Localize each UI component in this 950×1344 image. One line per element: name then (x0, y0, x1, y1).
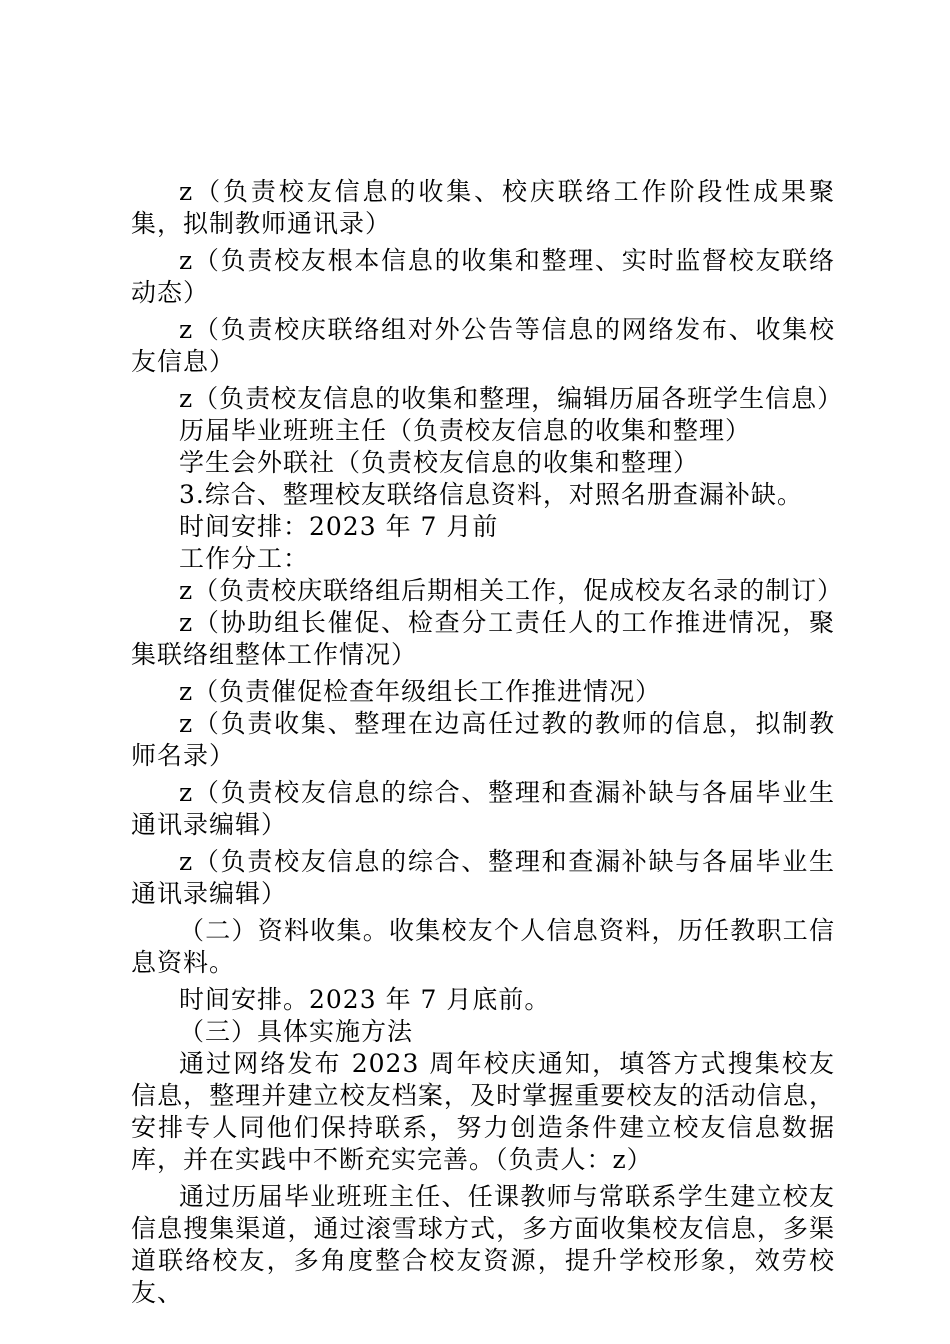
document-body (131, 176, 844, 1309)
paragraph-directory-compilation: z（负责校庆联络组后期相关工作，促成校友名录的制订） (179, 576, 844, 605)
paragraph-section-implementation: （三）具体实施方法 (179, 1017, 414, 1046)
paragraph-teacher-directory: z（负责收集、整理在边高任过教的教师的信息，拟制教师名录） (131, 709, 835, 770)
paragraph-head-teachers: 历届毕业班班主任（负责校友信息的收集和整理） (179, 416, 752, 445)
paragraph-class-info-editing: z（负责校友信息的收集和整理，编辑历届各班学生信息） (179, 384, 844, 413)
paragraph-step-3: 3.综合、整理校友联络信息资料，对照名册查漏补缺。 (179, 480, 803, 509)
paragraph-time-schedule: 时间安排：2023 年 7 月前 (179, 512, 499, 541)
paragraph-head-teacher-channel: 通过历届毕业班班主任、任课教师与常联系学生建立校友信息搜集渠道，通过滚雪球方式，多方面收集校友信息，多渠道联络校友，多角度整合校友资源，提升学校形象，效劳校友、 (131, 1182, 835, 1307)
paragraph-division-of-work: 工作分工： (179, 544, 310, 573)
paragraph-grade-leader-check: z（负责催促检查年级组长工作推进情况） (179, 677, 662, 706)
paragraph-basic-info-monitoring: z（负责校友根本信息的收集和整理、实时监督校友联络动态） (131, 246, 835, 307)
paragraph-address-book-editing-1: z（负责校友信息的综合、整理和查漏补缺与各届毕业生通讯录编辑） (131, 778, 835, 839)
paragraph-address-book-editing-2: z（负责校友信息的综合、整理和查漏补缺与各届毕业生通讯录编辑） (131, 847, 835, 908)
paragraph-network-publishing: z（负责校庆联络组对外公告等信息的网络发布、收集校友信息） (131, 315, 835, 376)
paragraph-student-union: 学生会外联社（负责校友信息的收集和整理） (179, 448, 700, 477)
paragraph-time-schedule-2: 时间安排。2023 年 7 月底前。 (179, 985, 551, 1014)
paragraph-section-data-collection: （二）资料收集。收集校友个人信息资料，历任教职工信息资料。 (131, 916, 835, 977)
paragraph-alumni-info-collection: z（负责校友信息的收集、校庆联络工作阶段性成果聚集，拟制教师通讯录） (131, 177, 835, 238)
paragraph-assist-leader: z（协助组长催促、检查分工责任人的工作推进情况，聚集联络组整体工作情况） (131, 608, 835, 669)
paragraph-network-notice: 通过网络发布 2023 周年校庆通知，填答方式搜集校友信息，整理并建立校友档案，及时掌握重要校友的活动信息，安排专人同他们保持联系，努力创造条件建立校友信息数据库，并在实践中不断充实完善。（负责人：z） (131, 1049, 835, 1174)
